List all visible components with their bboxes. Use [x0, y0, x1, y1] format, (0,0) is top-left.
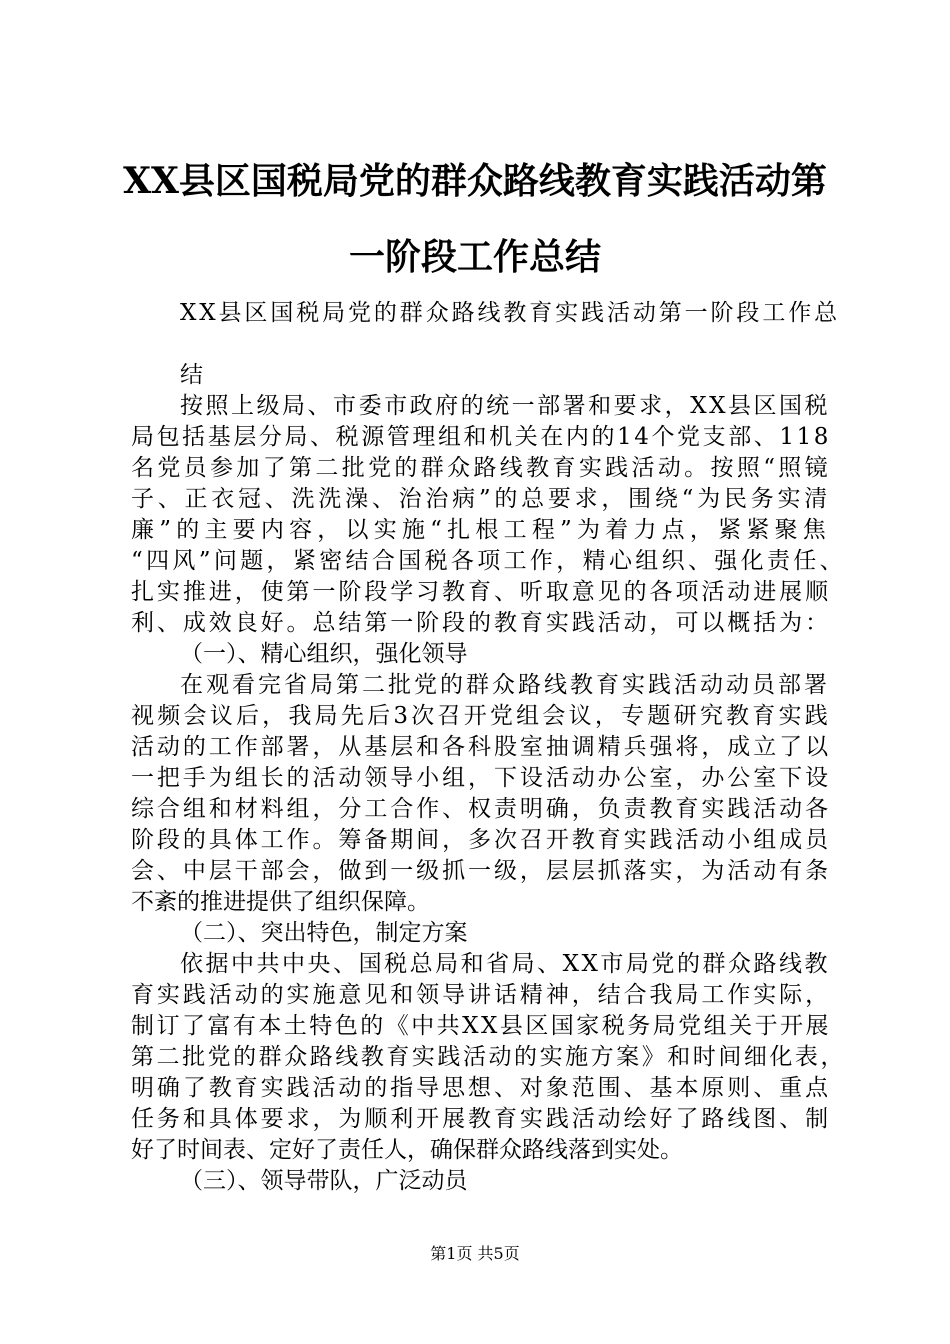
subtitle-line-2: 结: [180, 362, 203, 388]
body-line: 明确了教育实践活动的指导思想、对象范围、基本原则、重点: [131, 1075, 831, 1101]
body-line: 在观看完省局第二批党的群众路线教育实践活动动员部署: [180, 672, 830, 698]
body-line: 视频会议后，我局先后3次召开党组会议，专题研究教育实践: [131, 703, 831, 729]
body-line: 依据中共中央、国税总局和省局、XX市局党的群众路线教: [180, 951, 830, 977]
body-line: 育实践活动的实施意见和领导讲话精神，结合我局工作实际，: [131, 982, 831, 1008]
body-line: 会、中层干部会，做到一级抓一级，层层抓落实，为活动有条: [131, 858, 831, 884]
body-line: 子、正衣冠、洗洗澡、治治病”的总要求，围绕“为民务实清: [131, 486, 831, 512]
body-line: 扎实推进，使第一阶段学习教育、听取意见的各项活动进展顺: [131, 579, 831, 605]
body-line: 制订了富有本土特色的《中共XX县区国家税务局党组关于开展: [131, 1013, 831, 1039]
body-line: “四风”问题，紧密结合国税各项工作，精心组织、强化责任、: [131, 548, 846, 574]
body-line: 第二批党的群众路线教育实践活动的实施方案》和时间细化表，: [131, 1044, 846, 1070]
body-line: 活动的工作部署，从基层和各科股室抽调精兵强将，成立了以: [131, 734, 831, 760]
section-heading-1: （一）、精心组织，强化领导: [180, 641, 468, 667]
body-line: 任务和具体要求，为顺利开展教育实践活动绘好了路线图、制: [131, 1106, 831, 1132]
body-line: 综合组和材料组，分工合作、权责明确，负责教育实践活动各: [131, 796, 831, 822]
body-line: 一把手为组长的活动领导小组，下设活动办公室，办公室下设: [131, 765, 831, 791]
body-line: 利、成效良好。总结第一阶段的教育实践活动，可以概括为：: [131, 610, 831, 636]
body-line: 不紊的推进提供了组织保障。: [131, 889, 430, 915]
body-line: 廉”的主要内容，以实施“扎根工程”为着力点，紧紧聚焦: [131, 517, 831, 543]
document-title-line-1: XX县区国税局党的群众路线教育实践活动第: [123, 160, 827, 202]
body-line: 局包括基层分局、税源管理组和机关在内的14个党支部、118: [131, 424, 831, 450]
section-heading-2: （二）、突出特色，制定方案: [180, 920, 468, 946]
section-heading-3: （三）、领导带队，广泛动员: [180, 1168, 468, 1194]
body-line: 按照上级局、市委市政府的统一部署和要求，XX县区国税: [180, 393, 830, 419]
page-number-footer: 第1页 共5页: [430, 1244, 520, 1263]
body-line: 阶段的具体工作。筹备期间，多次召开教育实践活动小组成员: [131, 827, 831, 853]
body-line: 名党员参加了第二批党的群众路线教育实践活动。按照“照镜: [131, 455, 831, 481]
body-line: 好了时间表、定好了责任人，确保群众路线落到实处。: [131, 1137, 683, 1163]
document-title-line-2: 一阶段工作总结: [348, 236, 601, 278]
subtitle-line-1: XX县区国税局党的群众路线教育实践活动第一阶段工作总: [180, 300, 840, 326]
